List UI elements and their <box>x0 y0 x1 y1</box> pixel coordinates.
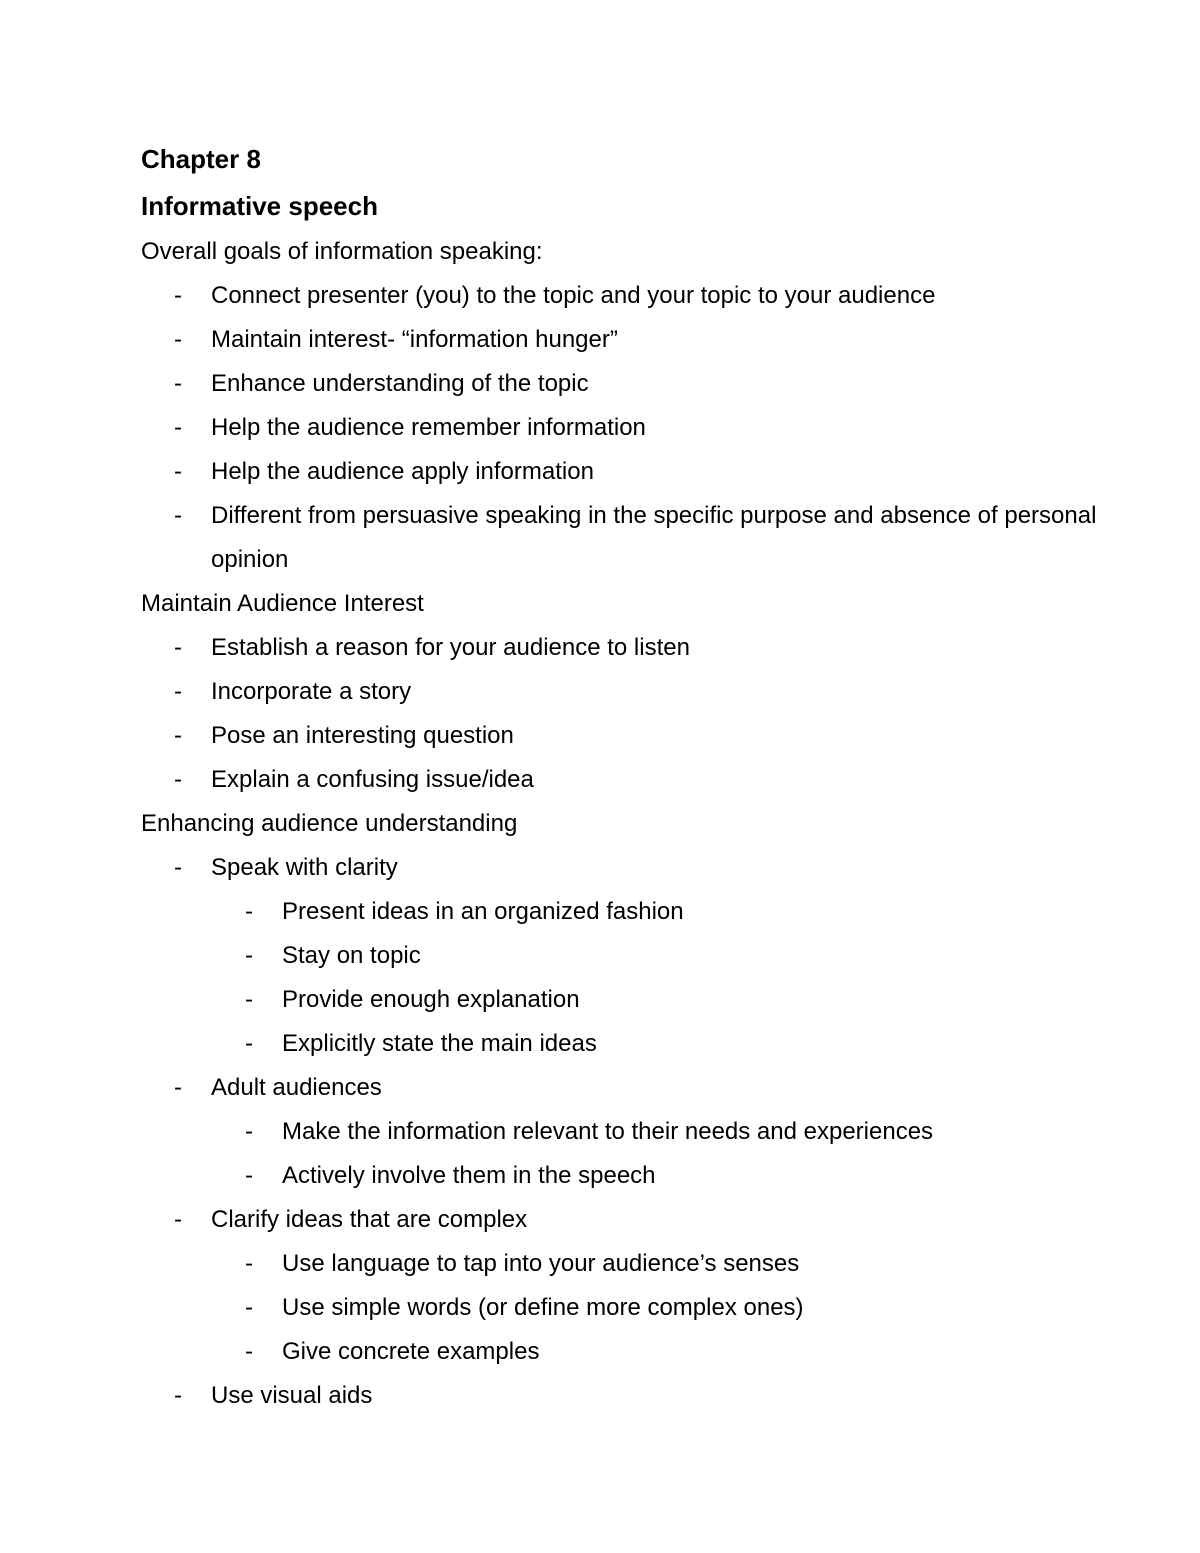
sub-list-item <box>141 934 1101 978</box>
list-item <box>141 714 1101 758</box>
list-item-text: Help the audience remember information <box>211 414 646 441</box>
bullet-marker: - <box>245 1250 253 1277</box>
list-item-text: Pose an interesting question <box>211 722 514 749</box>
list-item-text: Incorporate a story <box>211 678 412 705</box>
bullet-marker: - <box>245 942 253 969</box>
section-heading-interest: Maintain Audience Interest <box>141 590 424 617</box>
sub-list-item <box>141 978 1101 1022</box>
list-item-text: Establish a reason for your audience to listen <box>211 634 690 661</box>
bullet-marker: - <box>245 986 253 1013</box>
bullet-marker: - <box>174 634 182 661</box>
sub-list-item-text: Stay on topic <box>282 942 421 969</box>
chapter-title: Chapter 8 <box>141 144 261 174</box>
interest-list <box>141 626 1101 802</box>
bullet-marker: - <box>174 1382 182 1409</box>
list-item-text: Help the audience apply information <box>211 458 594 485</box>
list-item <box>141 626 1101 670</box>
list-item <box>141 1198 1101 1242</box>
list-item <box>141 274 1101 318</box>
bullet-marker: - <box>245 1294 253 1321</box>
bullet-marker: - <box>245 1162 253 1189</box>
bullet-marker: - <box>174 678 182 705</box>
list-item <box>141 318 1101 362</box>
sub-list-item-text: Use simple words (or define more complex ones) <box>282 1294 804 1321</box>
sub-list-item <box>141 1110 1101 1154</box>
sub-list-item <box>141 1286 1101 1330</box>
sub-list-item <box>141 1022 1101 1066</box>
section-heading-understanding: Enhancing audience understanding <box>141 810 518 837</box>
bullet-marker: - <box>174 766 182 793</box>
bullet-marker: - <box>174 282 182 309</box>
bullet-marker: - <box>245 1338 253 1365</box>
list-item-text: Speak with clarity <box>211 854 398 881</box>
list-item-text: Explain a confusing issue/idea <box>211 766 534 793</box>
sub-list-item-text: Provide enough explanation <box>282 986 580 1013</box>
list-item-text: Maintain interest- “information hunger” <box>211 326 618 353</box>
list-item <box>141 450 1101 494</box>
list-item-text: Different from persuasive speaking in the specific purpose and absence of personal opinion <box>211 502 1097 573</box>
bullet-marker: - <box>245 1030 253 1057</box>
bullet-marker: - <box>174 722 182 749</box>
list-item-text: Clarify ideas that are complex <box>211 1206 528 1233</box>
list-item-text: Connect presenter (you) to the topic and your topic to your audience <box>211 282 936 309</box>
sub-list-item-text: Explicitly state the main ideas <box>282 1030 597 1057</box>
sub-list-item <box>141 1154 1101 1198</box>
list-item <box>141 406 1101 450</box>
sub-list-item <box>141 1330 1101 1374</box>
bullet-marker: - <box>174 326 182 353</box>
bullet-marker: - <box>174 1206 182 1233</box>
list-item <box>141 846 1101 890</box>
sub-list-item-text: Present ideas in an organized fashion <box>282 898 684 925</box>
sub-list-item <box>141 890 1101 934</box>
bullet-marker: - <box>174 1074 182 1101</box>
sub-list-item-text: Actively involve them in the speech <box>282 1162 656 1189</box>
list-item-text: Enhance understanding of the topic <box>211 370 589 397</box>
list-item <box>141 494 1101 582</box>
sub-list-item-text: Use language to tap into your audience’s senses <box>282 1250 800 1277</box>
bullet-marker: - <box>174 458 182 485</box>
bullet-marker: - <box>174 502 182 529</box>
bullet-marker: - <box>174 854 182 881</box>
sub-list-item <box>141 1242 1101 1286</box>
list-item <box>141 758 1101 802</box>
chapter-subtitle: Informative speech <box>141 191 378 221</box>
list-item <box>141 670 1101 714</box>
list-item-text: Adult audiences <box>211 1074 382 1101</box>
bullet-marker: - <box>174 414 182 441</box>
section-heading-goals: Overall goals of information speaking: <box>141 238 543 265</box>
list-item <box>141 362 1101 406</box>
sub-list-item-text: Give concrete examples <box>282 1338 540 1365</box>
list-item <box>141 1374 1101 1418</box>
bullet-marker: - <box>245 1118 253 1145</box>
bullet-marker: - <box>245 898 253 925</box>
list-item-text: Use visual aids <box>211 1382 373 1409</box>
sub-list-item-text: Make the information relevant to their needs and experiences <box>282 1118 934 1145</box>
list-item <box>141 1066 1101 1110</box>
document-content <box>141 136 1101 1418</box>
bullet-marker: - <box>174 370 182 397</box>
understanding-list <box>141 846 1101 1418</box>
goals-list <box>141 274 1101 582</box>
